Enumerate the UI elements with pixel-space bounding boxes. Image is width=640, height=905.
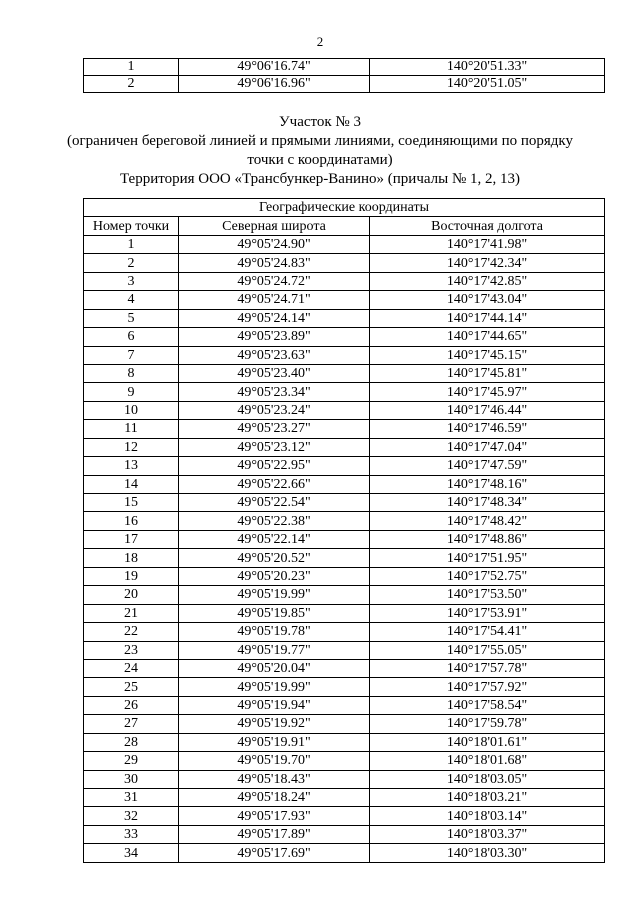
point-number-cell: 19: [84, 567, 179, 585]
longitude-cell: 140°17'59.78": [370, 715, 605, 733]
longitude-cell: 140°17'55.05": [370, 641, 605, 659]
point-number-cell: 1: [84, 235, 179, 253]
latitude-cell: 49°06'16.74": [179, 59, 370, 76]
longitude-cell: 140°17'45.81": [370, 364, 605, 382]
longitude-cell: 140°17'52.75": [370, 567, 605, 585]
point-number-cell: 4: [84, 291, 179, 309]
latitude-cell: 49°05'17.93": [179, 807, 370, 825]
point-number-cell: 23: [84, 641, 179, 659]
longitude-cell: 140°17'48.34": [370, 494, 605, 512]
section-title: Участок № 3: [279, 114, 361, 130]
point-number-cell: 6: [84, 328, 179, 346]
table-row: [84, 623, 605, 641]
table-row: [84, 346, 605, 364]
page-number: 2: [316, 34, 324, 49]
latitude-cell: 49°05'19.77": [179, 641, 370, 659]
table-row: [84, 641, 605, 659]
table-row: [84, 291, 605, 309]
latitude-cell: 49°05'23.24": [179, 401, 370, 419]
longitude-cell: 140°17'57.92": [370, 678, 605, 696]
longitude-cell: 140°18'03.14": [370, 807, 605, 825]
point-number-cell: 8: [84, 364, 179, 382]
longitude-cell: 140°17'41.98": [370, 235, 605, 253]
latitude-cell: 49°05'20.23": [179, 567, 370, 585]
latitude-cell: 49°05'23.63": [179, 346, 370, 364]
longitude-cell: 140°18'01.68": [370, 752, 605, 770]
longitude-cell: 140°17'53.50": [370, 586, 605, 604]
table-row: [84, 825, 605, 843]
col-header-point: Номер точки: [84, 217, 179, 235]
longitude-cell: 140°17'48.16": [370, 475, 605, 493]
table-row: [84, 733, 605, 751]
point-number-cell: 9: [84, 383, 179, 401]
point-number-cell: 20: [84, 586, 179, 604]
point-number-cell: 7: [84, 346, 179, 364]
table-row: [84, 401, 605, 419]
longitude-cell: 140°17'54.41": [370, 623, 605, 641]
longitude-cell: 140°17'57.78": [370, 659, 605, 677]
latitude-cell: 49°05'19.78": [179, 623, 370, 641]
longitude-cell: 140°17'58.54": [370, 696, 605, 714]
latitude-cell: 49°05'22.95": [179, 457, 370, 475]
latitude-cell: 49°05'20.04": [179, 659, 370, 677]
table-row: [84, 364, 605, 382]
table-row: [84, 383, 605, 401]
coordinates-table: [83, 198, 605, 863]
section-description-line-2: точки с координатами): [247, 152, 393, 168]
longitude-cell: 140°18'03.21": [370, 789, 605, 807]
point-number-cell: 17: [84, 530, 179, 548]
latitude-cell: 49°05'23.40": [179, 364, 370, 382]
point-number-cell: 21: [84, 604, 179, 622]
point-number-cell: 13: [84, 457, 179, 475]
continued-coordinates-table: [83, 58, 605, 93]
latitude-cell: 49°05'19.85": [179, 604, 370, 622]
table-row: [84, 844, 605, 862]
point-number-cell: 24: [84, 659, 179, 677]
latitude-cell: 49°05'17.69": [179, 844, 370, 862]
latitude-cell: 49°05'19.99": [179, 678, 370, 696]
latitude-cell: 49°05'23.27": [179, 420, 370, 438]
latitude-cell: 49°05'24.72": [179, 272, 370, 290]
column-header-row: [84, 217, 605, 235]
point-number-cell: 31: [84, 789, 179, 807]
longitude-cell: 140°17'45.15": [370, 346, 605, 364]
point-number-cell: 5: [84, 309, 179, 327]
table-row: [84, 494, 605, 512]
longitude-cell: 140°17'43.04": [370, 291, 605, 309]
point-number-cell: 16: [84, 512, 179, 530]
latitude-cell: 49°05'19.99": [179, 586, 370, 604]
longitude-cell: 140°17'44.14": [370, 309, 605, 327]
latitude-cell: 49°05'19.91": [179, 733, 370, 751]
latitude-cell: 49°05'24.14": [179, 309, 370, 327]
longitude-cell: 140°17'48.86": [370, 530, 605, 548]
point-number-cell: 28: [84, 733, 179, 751]
latitude-cell: 49°06'16.96": [179, 76, 370, 93]
point-number-cell: 12: [84, 438, 179, 456]
table-row: [84, 789, 605, 807]
point-number-cell: 33: [84, 825, 179, 843]
point-number-cell: 18: [84, 549, 179, 567]
longitude-cell: 140°18'03.37": [370, 825, 605, 843]
table-row: [84, 254, 605, 272]
table-row: [84, 715, 605, 733]
latitude-cell: 49°05'24.83": [179, 254, 370, 272]
longitude-cell: 140°20'51.33": [370, 59, 605, 76]
longitude-cell: 140°20'51.05": [370, 76, 605, 93]
longitude-cell: 140°18'01.61": [370, 733, 605, 751]
point-number-cell: 1: [84, 59, 179, 76]
point-number-cell: 10: [84, 401, 179, 419]
table-row: [84, 586, 605, 604]
table-row: [84, 549, 605, 567]
longitude-cell: 140°17'48.42": [370, 512, 605, 530]
point-number-cell: 34: [84, 844, 179, 862]
territory-name: Территория ООО «Трансбункер-Ванино» (причалы № 1, 2, 13): [119, 171, 521, 187]
latitude-cell: 49°05'23.12": [179, 438, 370, 456]
longitude-cell: 140°17'42.85": [370, 272, 605, 290]
table-row: [84, 752, 605, 770]
point-number-cell: 29: [84, 752, 179, 770]
longitude-cell: 140°17'46.44": [370, 401, 605, 419]
point-number-cell: 2: [84, 254, 179, 272]
longitude-cell: 140°17'47.59": [370, 457, 605, 475]
table-row: [84, 530, 605, 548]
longitude-cell: 140°17'45.97": [370, 383, 605, 401]
latitude-cell: 49°05'24.90": [179, 235, 370, 253]
table-row: [84, 678, 605, 696]
point-number-cell: 3: [84, 272, 179, 290]
longitude-cell: 140°17'44.65": [370, 328, 605, 346]
longitude-cell: 140°17'47.04": [370, 438, 605, 456]
table-row: [84, 235, 605, 253]
latitude-cell: 49°05'19.92": [179, 715, 370, 733]
section-description-line-1: (ограничен береговой линией и прямыми линиями, соединяющими по порядку: [66, 133, 573, 149]
latitude-cell: 49°05'22.54": [179, 494, 370, 512]
latitude-cell: 49°05'17.89": [179, 825, 370, 843]
latitude-cell: 49°05'20.52": [179, 549, 370, 567]
latitude-cell: 49°05'23.89": [179, 328, 370, 346]
point-number-cell: 27: [84, 715, 179, 733]
table-row: [84, 807, 605, 825]
latitude-cell: 49°05'18.24": [179, 789, 370, 807]
point-number-cell: 2: [84, 76, 179, 93]
latitude-cell: 49°05'23.34": [179, 383, 370, 401]
longitude-cell: 140°18'03.30": [370, 844, 605, 862]
longitude-cell: 140°17'42.34": [370, 254, 605, 272]
latitude-cell: 49°05'22.14": [179, 530, 370, 548]
table-row: [84, 309, 605, 327]
table-row: [84, 567, 605, 585]
col-header-latitude: Северная широта: [179, 217, 370, 235]
table-row: [84, 272, 605, 290]
group-header-row: [84, 199, 605, 217]
table-row: [84, 512, 605, 530]
longitude-cell: 140°17'51.95": [370, 549, 605, 567]
point-number-cell: 30: [84, 770, 179, 788]
table-row: [84, 770, 605, 788]
table-row: [84, 59, 605, 76]
latitude-cell: 49°05'22.38": [179, 512, 370, 530]
table-row: [84, 604, 605, 622]
point-number-cell: 14: [84, 475, 179, 493]
group-header: Географические координаты: [84, 199, 605, 217]
latitude-cell: 49°05'18.43": [179, 770, 370, 788]
table-row: [84, 696, 605, 714]
table-row: [84, 438, 605, 456]
table-row: [84, 76, 605, 93]
latitude-cell: 49°05'22.66": [179, 475, 370, 493]
longitude-cell: 140°17'53.91": [370, 604, 605, 622]
point-number-cell: 11: [84, 420, 179, 438]
point-number-cell: 15: [84, 494, 179, 512]
longitude-cell: 140°18'03.05": [370, 770, 605, 788]
point-number-cell: 25: [84, 678, 179, 696]
continued-coordinates-body: [84, 59, 605, 93]
latitude-cell: 49°05'19.94": [179, 696, 370, 714]
section-heading: [0, 113, 640, 189]
longitude-cell: 140°17'46.59": [370, 420, 605, 438]
table-row: [84, 659, 605, 677]
col-header-longitude: Восточная долгота: [370, 217, 605, 235]
coordinates-body: [84, 235, 605, 862]
table-row: [84, 475, 605, 493]
point-number-cell: 32: [84, 807, 179, 825]
table-row: [84, 328, 605, 346]
latitude-cell: 49°05'24.71": [179, 291, 370, 309]
table-row: [84, 420, 605, 438]
table-row: [84, 457, 605, 475]
point-number-cell: 26: [84, 696, 179, 714]
point-number-cell: 22: [84, 623, 179, 641]
latitude-cell: 49°05'19.70": [179, 752, 370, 770]
